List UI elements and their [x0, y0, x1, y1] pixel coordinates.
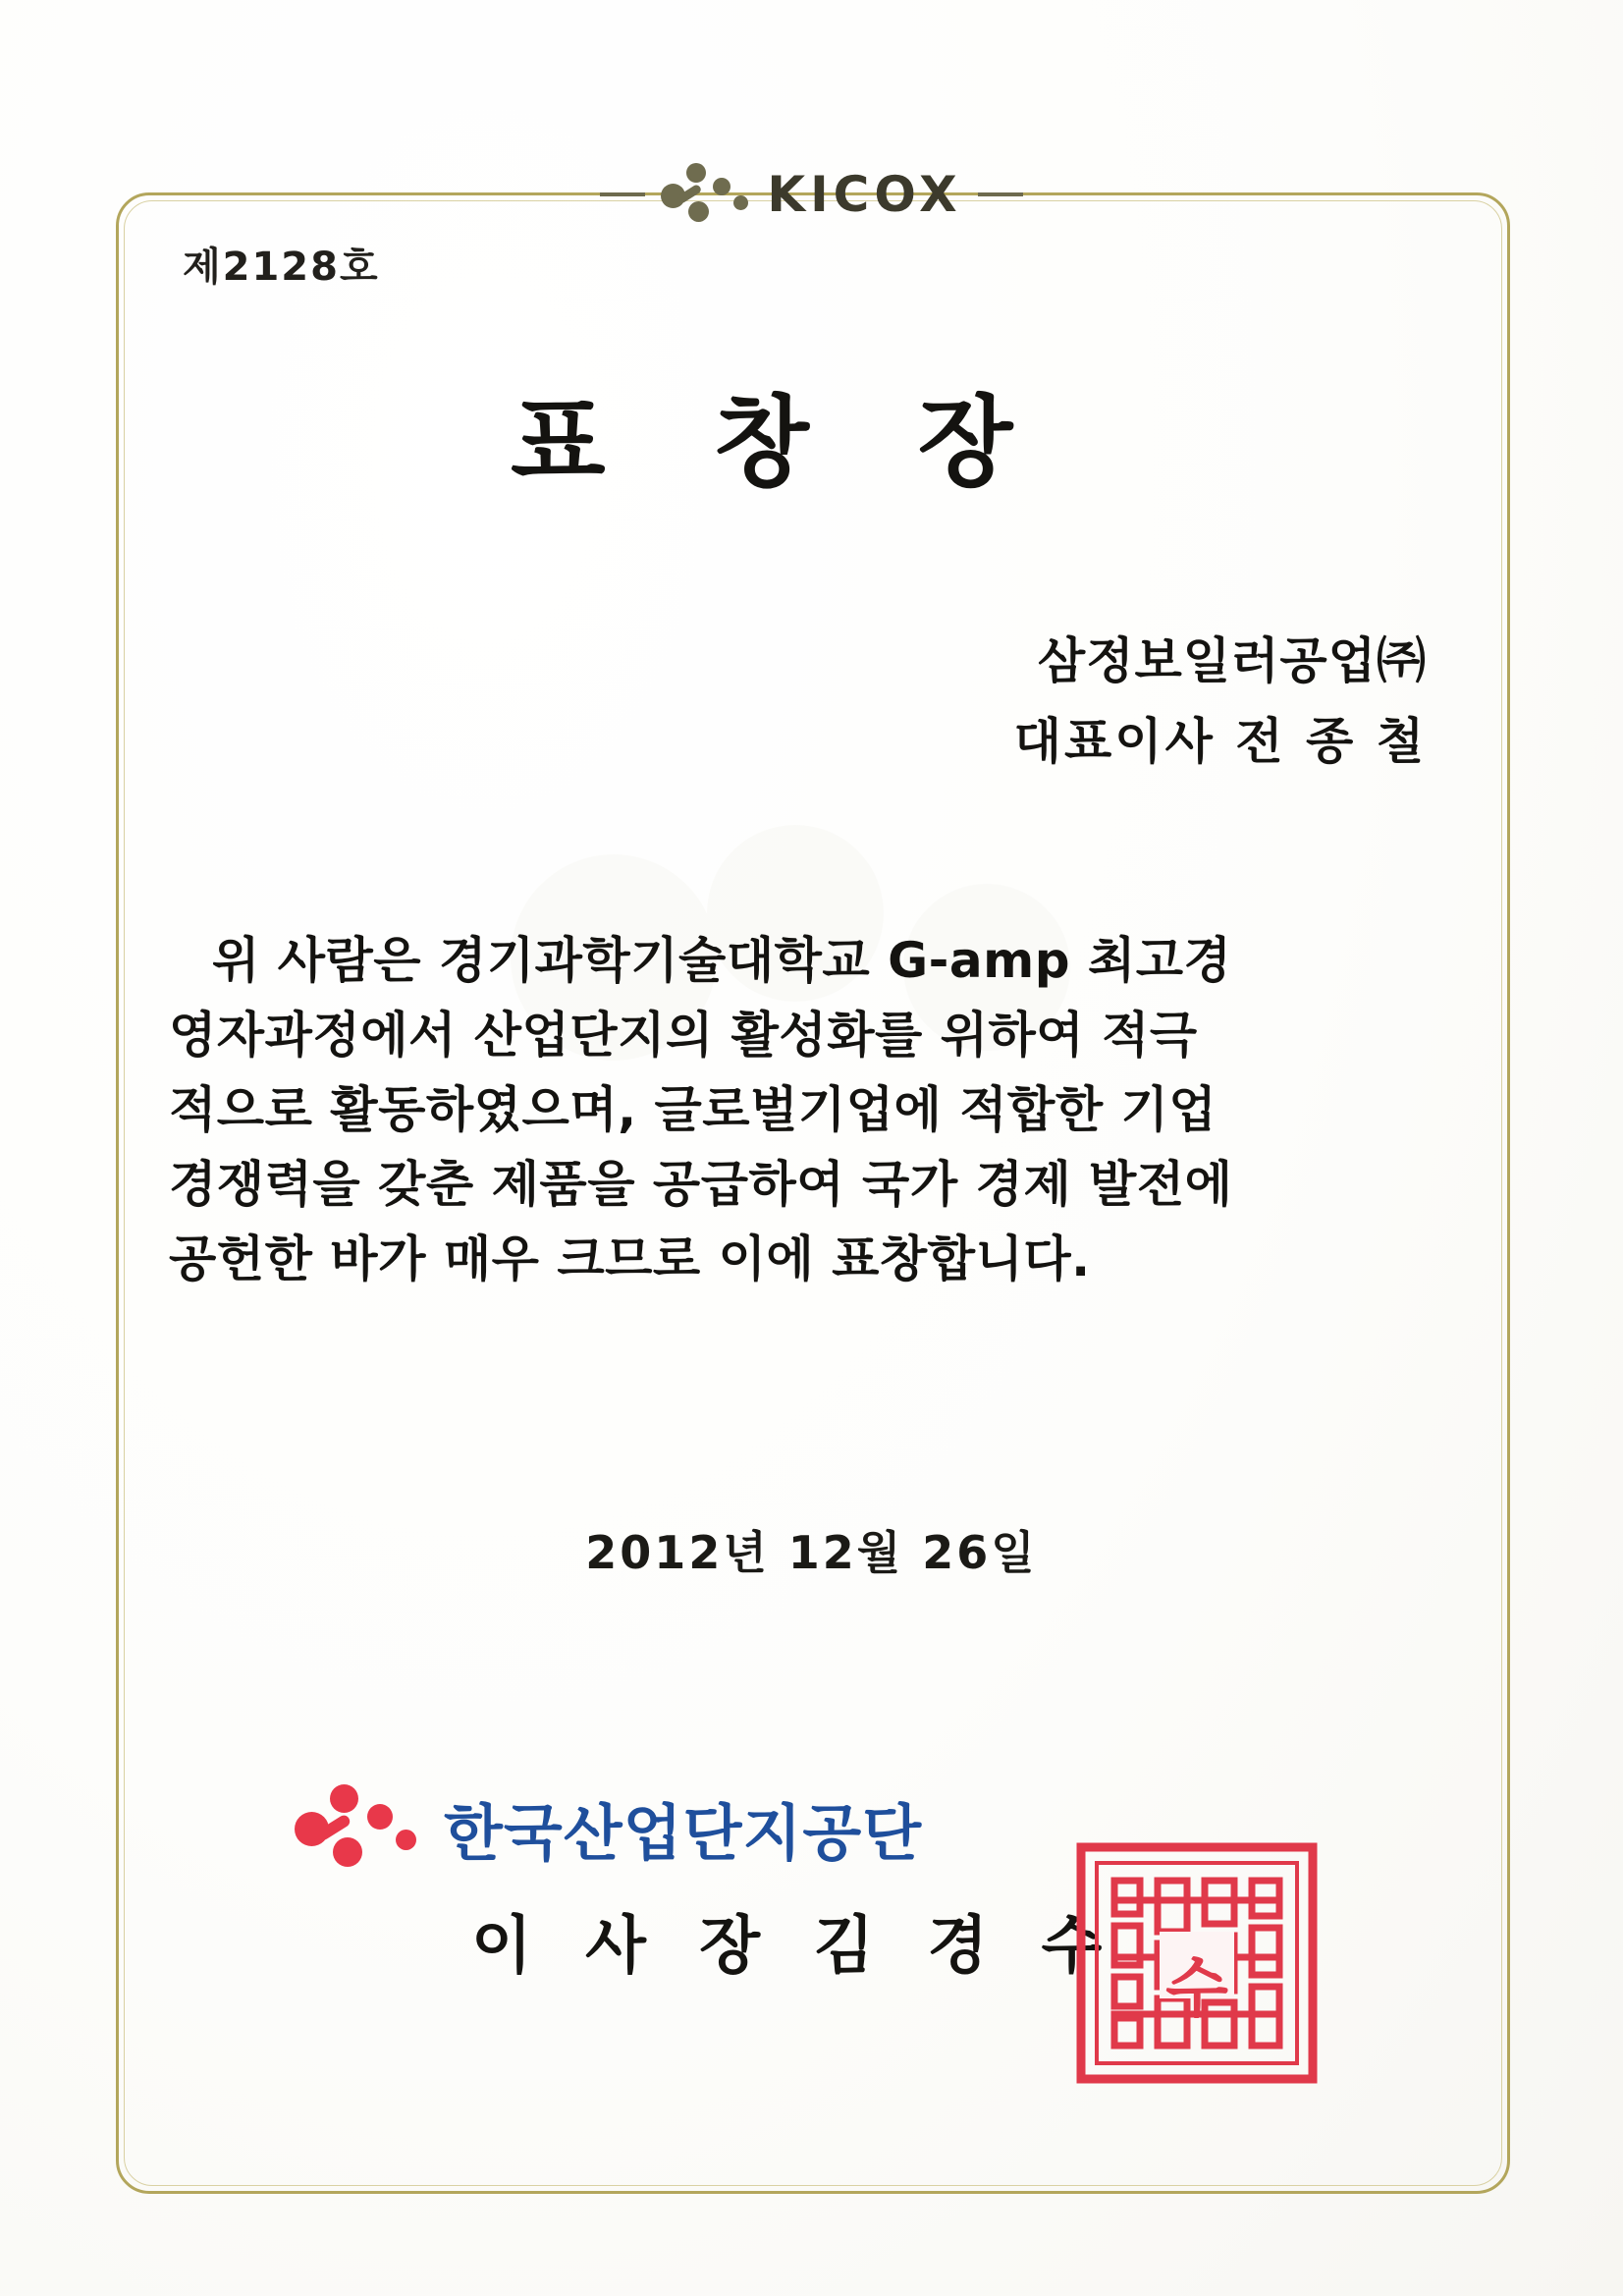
citation-line: 위 사람은 경기과학기술대학교 G-amp 최고경: [212, 932, 1232, 989]
citation-line: 영자과정에서 산업단지의 활성화를 위하여 적극: [169, 1007, 1198, 1064]
issuer-organization: 한국산업단지공단: [444, 1796, 923, 1869]
serial-number: 제2128호: [183, 245, 380, 290]
kicox-header-logo: [0, 145, 1623, 244]
citation-body: [169, 923, 1466, 1296]
recipient-company: 삼정보일러공업㈜: [1037, 632, 1427, 689]
logo-right-rule: [978, 192, 1023, 196]
page-title: 표 창 장: [511, 385, 1051, 500]
kicox-dots-icon: [661, 162, 751, 227]
issuer-logo-row: [295, 1782, 922, 1873]
citation-line: 경쟁력을 갖춘 제품을 공급하여 국가 경제 발전에: [169, 1156, 1233, 1213]
issue-date: 2012년 12월 26일: [585, 1526, 1038, 1579]
official-seal-stamp: [1075, 1841, 1319, 2085]
issuer-title-and-name: 이 사 장 김 경 수: [471, 1910, 1118, 1983]
kicox-wordmark: KICOX: [767, 166, 962, 223]
recipient-block: [1014, 629, 1427, 775]
seal-character: 수: [1165, 1950, 1228, 2026]
logo-left-rule: [600, 192, 645, 196]
recipient-name: 대표이사 전 종 철: [1013, 712, 1427, 770]
citation-line: 적으로 활동하였으며, 글로벌기업에 적합한 기업: [169, 1081, 1217, 1138]
kicox-red-dots-icon: [295, 1782, 420, 1873]
citation-line: 공헌한 바가 매우 크므로 이에 표창합니다.: [169, 1230, 1091, 1287]
